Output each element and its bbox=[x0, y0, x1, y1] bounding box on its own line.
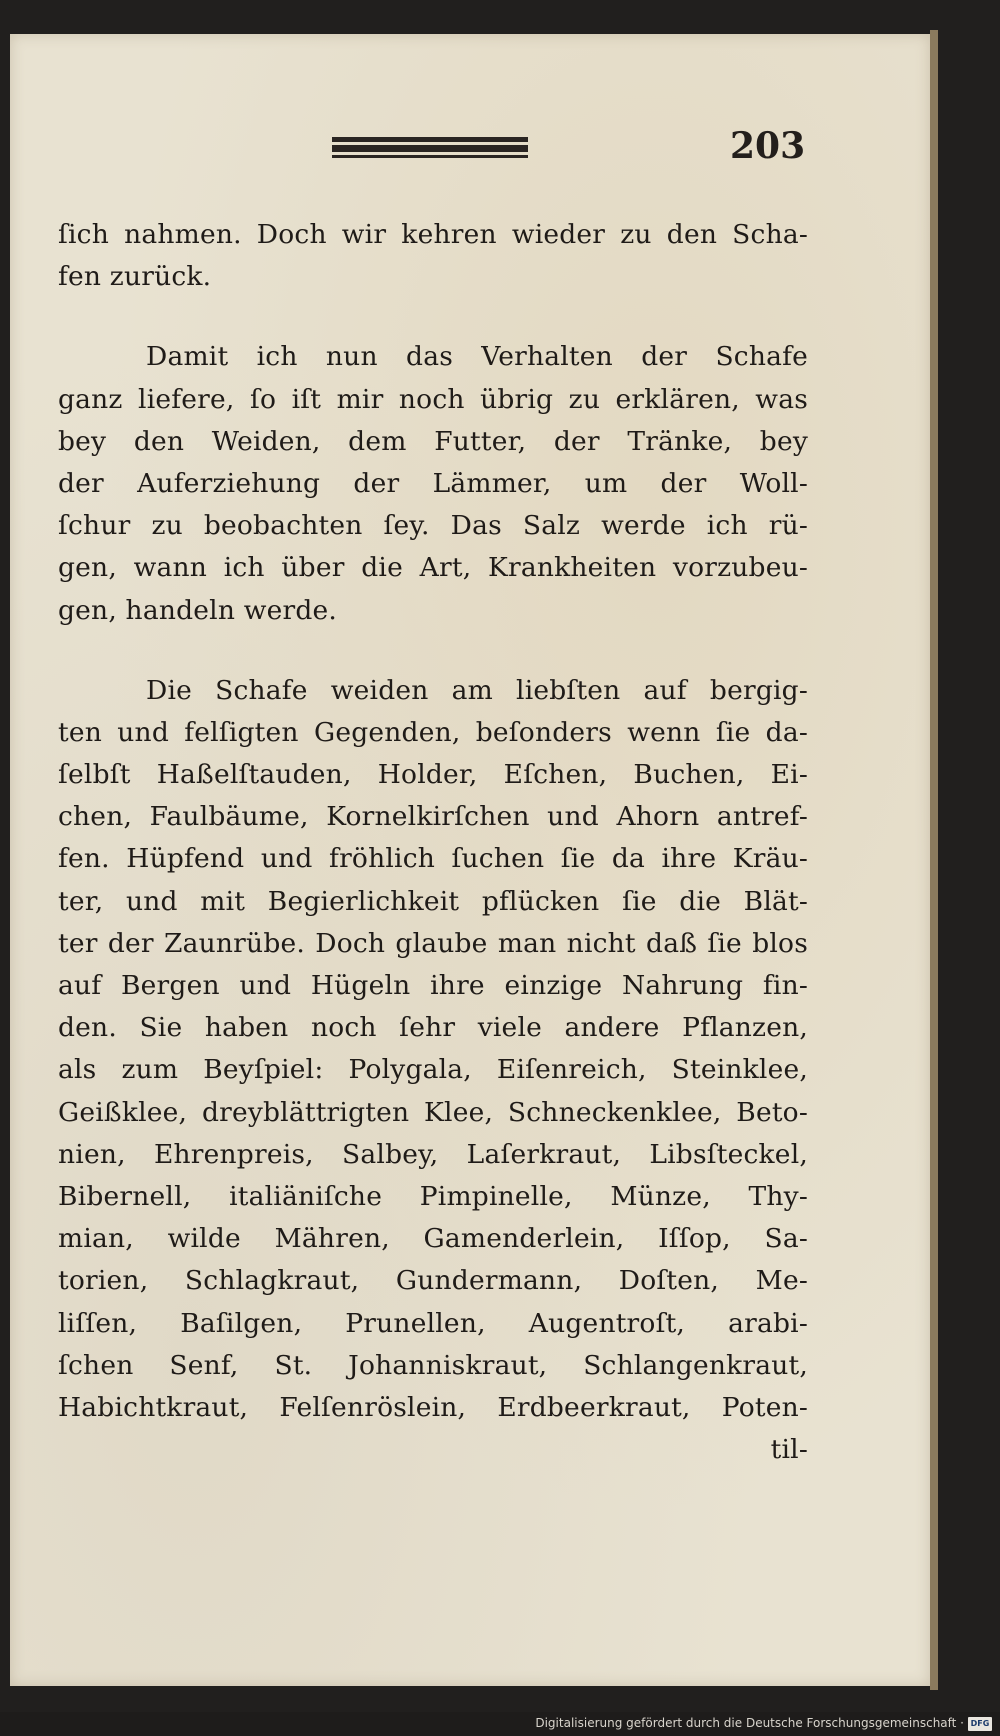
text-line: chen, Faulbäume, Kornelkirſchen und Ahorn antref- bbox=[58, 801, 808, 833]
ornament-rule-top bbox=[332, 137, 528, 142]
digitization-credit: Digitalisierung gefördert durch die Deutsche Forschungsgemeinschaft · bbox=[535, 1716, 964, 1730]
text-line: ſchur zu beobachten ſey. Das Salz werde ich rü- bbox=[58, 510, 808, 542]
text-line: Damit ich nun das Verhalten der Schafe bbox=[146, 341, 808, 373]
text-line: liſſen, Baſilgen, Prunellen, Augentroſt, arabi- bbox=[58, 1307, 808, 1339]
text-line: gen, handeln werde. bbox=[58, 594, 338, 626]
text-line: ſchen Senf, St. Johanniskraut, Schlangenkraut, bbox=[58, 1349, 808, 1381]
text-line: Bibernell, italiäniſche Pimpinelle, Münze, Thy- bbox=[58, 1180, 808, 1212]
body-text bbox=[58, 214, 808, 1471]
text-line: Habichtkraut, Felſenröslein, Erdbeerkraut, Poten- bbox=[58, 1391, 808, 1423]
ornament-rule-middle bbox=[332, 145, 528, 152]
ornament-rule-bottom bbox=[332, 155, 528, 158]
text-line: bey den Weiden, dem Futter, der Tränke, bey bbox=[58, 425, 808, 457]
text-line: Die Schafe weiden am liebſten auf bergig- bbox=[146, 674, 808, 706]
text-line: der Auferziehung der Lämmer, um der Woll- bbox=[58, 467, 808, 499]
paragraph-2 bbox=[58, 336, 808, 631]
text-line: fen zurück. bbox=[58, 261, 212, 293]
text-line: nien, Ehrenpreis, Salbey, Laſerkraut, Libsſteckel, bbox=[58, 1138, 808, 1170]
text-line: auf Bergen und Hügeln ihre einzige Nahrung fin- bbox=[58, 970, 808, 1001]
header-ornament bbox=[332, 135, 528, 161]
text-line: fen. Hüpfend und fröhlich ſuchen ſie da ihre Kräu- bbox=[58, 843, 808, 875]
text-line: den. Sie haben noch ſehr viele andere Pflanzen, bbox=[58, 1012, 808, 1044]
text-line: ten und felſigten Gegenden, beſonders wenn ſie da- bbox=[58, 716, 808, 748]
page-edge bbox=[930, 30, 938, 1690]
text-line: als zum Beyſpiel: Polygala, Eiſenreich, Steinklee, bbox=[58, 1054, 808, 1086]
text-line: ganz liefere, ſo iſt mir noch übrig zu erklären, was bbox=[58, 383, 808, 415]
text-line: ſich nahmen. Doch wir kehren wieder zu den Scha- bbox=[58, 219, 808, 250]
text-line: torien, Schlagkraut, Gundermann, Doſten, Me- bbox=[58, 1265, 808, 1297]
text-line: Geißklee, dreyblättrigten Klee, Schneckenklee, Beto- bbox=[58, 1096, 808, 1128]
catchword: til- bbox=[770, 1434, 808, 1466]
text-line: gen, wann ich über die Art, Krankheiten vorzubeu- bbox=[58, 552, 808, 584]
dfg-logo: DFG bbox=[968, 1717, 992, 1731]
paragraph-3 bbox=[58, 670, 808, 1429]
text-line: mian, wilde Mähren, Gamenderlein, Iſſop, Sa- bbox=[58, 1223, 808, 1255]
page-number: 203 bbox=[730, 125, 806, 167]
paragraph-1 bbox=[58, 214, 808, 298]
text-line: ſelbſt Haßelſtauden, Holder, Eſchen, Buchen, Ei- bbox=[58, 759, 808, 791]
text-line: ter der Zaunrübe. Doch glaube man nicht daß ſie blos bbox=[58, 927, 808, 959]
text-line: ter, und mit Begierlichkeit pflücken ſie die Blät- bbox=[58, 885, 808, 917]
